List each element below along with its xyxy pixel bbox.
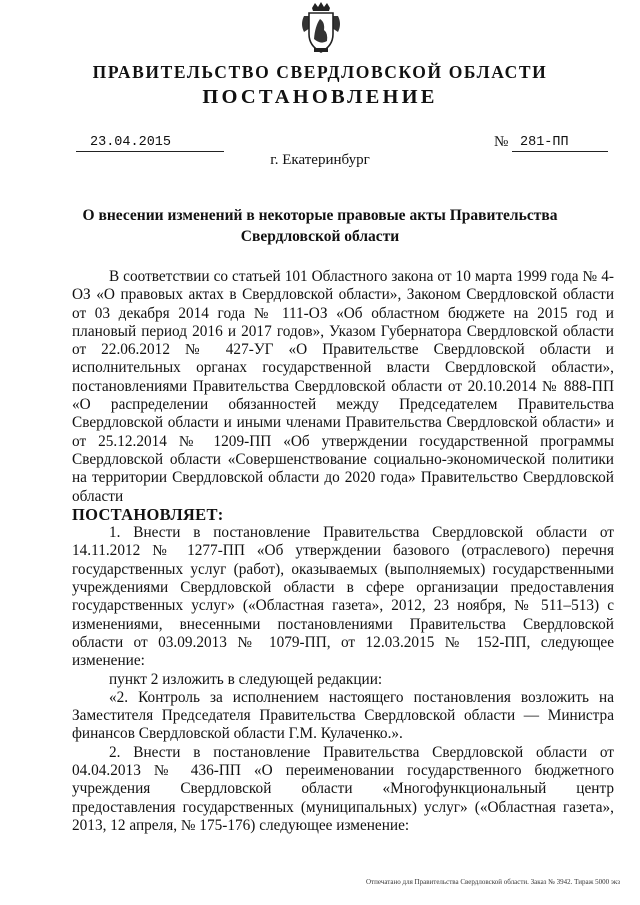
resolves-heading: ПОСТАНОВЛЯЕТ: [72, 504, 224, 524]
clause-1-instruction: пункт 2 изложить в следующей редакции: [109, 670, 383, 688]
coat-of-arms-icon [300, 2, 342, 56]
clause-1-new-text: «2. Контроль за исполнением настоящего постановления возложить на Заместителя Председателя Правительства Свердловской области — Министра финансов Свердловской области Г.М. Кулаченко.». [72, 688, 614, 743]
clause-1-paragraph: 1. Внести в постановление Правительства Свердловской области от 14.11.2012 № 1277-ПП «Об утверждении базового (отраслевого) перечня государственных услуг (работ), оказываемых (выполняемых) государственными учреждениями Свердловской области в сфере организации предоставления государственных услуг» («Областная газета», 2012, 23 ноября, № 511–513) с изменениями, внесенными постановлениями Правительства Свердловской области от 03.09.2013 № 1079-ПП, от 12.03.2015 № 152-ПП, следующее изменение: [72, 524, 614, 670]
clause-2-paragraph: 2. Внести в постановление Правительства Свердловской области от 04.04.2013 № 436-ПП «О переименовании государственного бюджетного учреждения Свердловской области «Многофункциональный центр предоставления государственных (муниципальных) услуг» («Областная газета», 2013, 12 апреля, № 175-176) следующее изменение: [72, 743, 614, 834]
city: г. Екатеринбург [270, 152, 370, 168]
document-type: ПОСТАНОВЛЕНИЕ [202, 86, 438, 108]
preamble-paragraph: В соответствии со статьей 101 Областного закона от 10 марта 1999 года № 4-ОЗ «О правовых актах в Свердловской области», Законом Свердловской области от 03 декабря 2014 года № 111-ОЗ «Об областном бюджете на 2015 год и плановый период 2016 и 2017 годов», Указом Губернатора Свердловской области от 22.06.2012 № 427-УГ «О Правительстве Свердловской области и исполнительных органах государственной власти Свердловской области», постановлениями Правительства Свердловской области от 20.10.2014 № 888-ПП «О распределении обязанностей между Председателем Правительства Свердловской области и иными членами Правительства Свердловской области» и от 25.12.2014 № 1209-ПП «Об утверждении государственной программы Свердловской области «Совершенствование социально-экономической политики на территории Свердловской области до 2020 года» Правительство Свердловской области [72, 268, 614, 505]
document-number: 281-ПП [512, 135, 608, 152]
document-date: 23.04.2015 [76, 135, 224, 152]
document-title: О внесении изменений в некоторые правовые акты Правительства Свердловской области [82, 207, 558, 245]
print-footer: Отпечатано для Правительства Свердловской области. Заказ № 3942. Тираж 5000 экз [366, 878, 620, 886]
number-sign: № [494, 134, 509, 150]
government-name: ПРАВИТЕЛЬСТВО СВЕРДЛОВСКОЙ ОБЛАСТИ [92, 62, 548, 82]
document-body [72, 268, 614, 835]
